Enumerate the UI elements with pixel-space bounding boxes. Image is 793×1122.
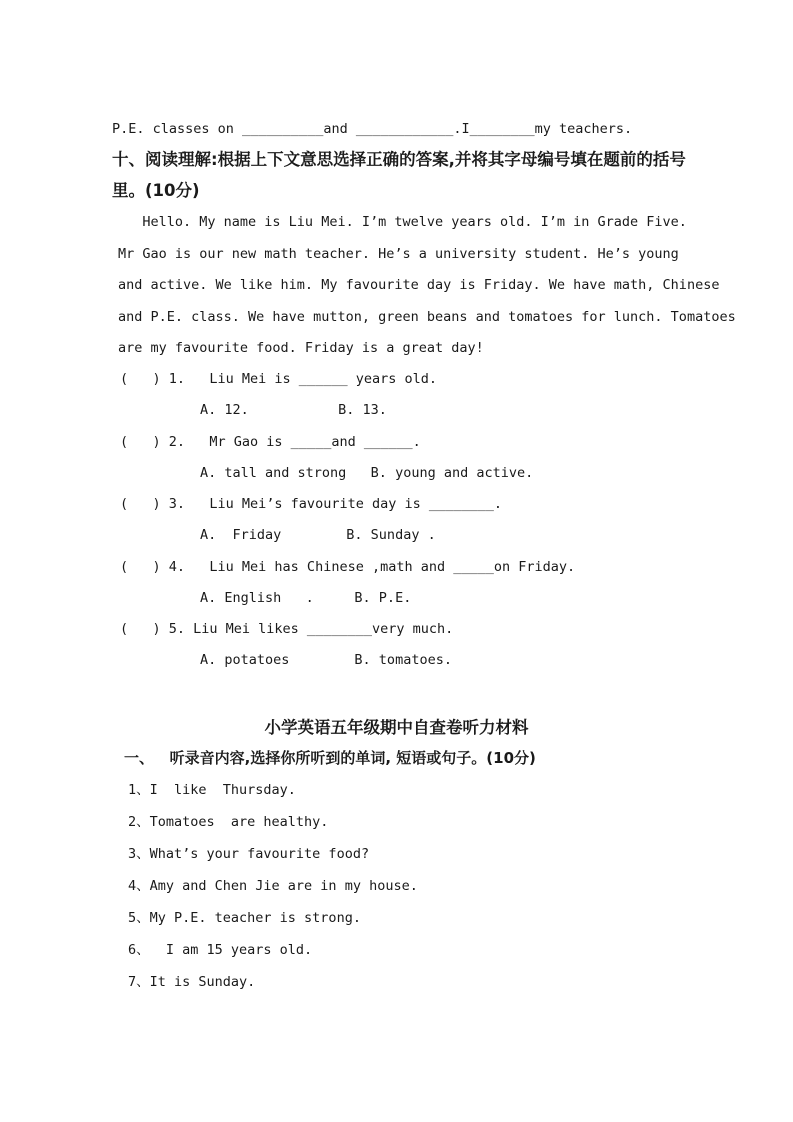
passage-line: are my favourite food. Friday is a great day!	[118, 340, 484, 356]
listening-item: 1、I like Thursday.	[128, 782, 296, 798]
question-stem: ( ) 1. Liu Mei is ______ years old.	[120, 371, 437, 387]
section-ten-heading: 十、阅读理解:根据上下文意思选择正确的答案,并将其字母编号填在题前的括号	[112, 150, 686, 169]
question-options: A. tall and strong B. young and active.	[200, 465, 534, 481]
listening-instruction: 一、 听录音内容,选择你所听到的单词, 短语或句子。(10分)	[124, 749, 536, 767]
listening-item: 5、My P.E. teacher is strong.	[128, 910, 361, 926]
passage-line: Hello. My name is Liu Mei. I’m twelve years old. I’m in Grade Five.	[118, 214, 687, 230]
fill-in-line: P.E. classes on __________and ____________.I________my teachers.	[112, 121, 633, 137]
listening-title: 小学英语五年级期中自查卷听力材料	[264, 718, 529, 737]
question-stem: ( ) 2. Mr Gao is _____and ______.	[120, 434, 421, 450]
question-stem: ( ) 4. Liu Mei has Chinese ,math and _____on Friday.	[120, 559, 576, 575]
question-options: A. English . B. P.E.	[200, 590, 412, 606]
listening-item: 6、 I am 15 years old.	[128, 942, 313, 958]
passage-line: Mr Gao is our new math teacher. He’s a university student. He’s young	[118, 246, 679, 262]
listening-item: 7、It is Sunday.	[128, 974, 256, 990]
question-options: A. potatoes B. tomatoes.	[200, 652, 452, 668]
passage-line: and P.E. class. We have mutton, green beans and tomatoes for lunch. Tomatoes	[118, 309, 736, 325]
listening-item: 4、Amy and Chen Jie are in my house.	[128, 878, 418, 894]
listening-item: 2、Tomatoes are healthy.	[128, 814, 329, 830]
question-stem: ( ) 5. Liu Mei likes ________very much.	[120, 621, 454, 637]
passage-line: and active. We like him. My favourite day is Friday. We have math, Chinese	[118, 277, 720, 293]
question-options: A. Friday B. Sunday .	[200, 527, 436, 543]
section-ten-heading-cont: 里。(10分)	[112, 181, 200, 200]
question-stem: ( ) 3. Liu Mei’s favourite day is ________.	[120, 496, 503, 512]
question-options: A. 12. B. 13.	[200, 402, 387, 418]
listening-item: 3、What’s your favourite food?	[128, 846, 370, 862]
